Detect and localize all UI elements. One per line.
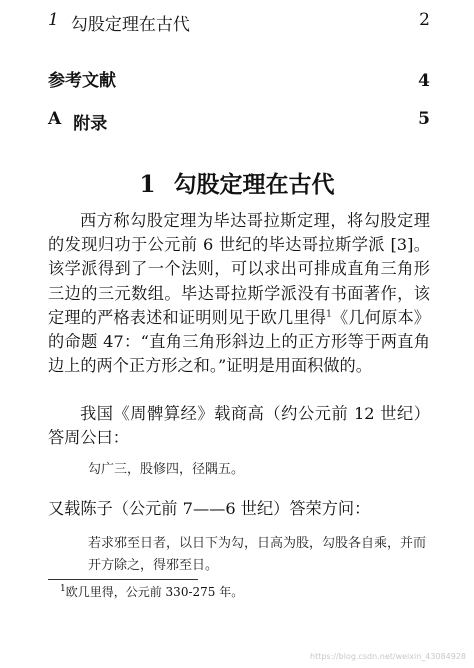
paragraph-text: 西方称勾股定理为毕达哥拉斯定理，将勾股定理的发现归功于公元前 6 世纪的毕达哥拉斯学派 [3]。该学派得到了一个法则，可以求出可排成直角三角形三边的三元数组。毕达哥拉斯学派没有书面著作，该定理的严格表述和证明则见于欧几里得 <box>48 211 430 327</box>
toc-entry-page: 2 <box>419 10 430 30</box>
toc-entry-references[interactable] <box>48 66 430 90</box>
footnote-marker[interactable]: 1 <box>326 309 332 320</box>
footnote-text: 欧几里得，公元前 330-275 年。 <box>65 585 244 599</box>
paragraph-zhoubi: 我国《周髀算经》载商高（约公元前 12 世纪）答周公曰： <box>48 404 430 448</box>
paragraph-chenzi: 又载陈子（公元前 7——6 世纪）答荣方问： <box>48 499 371 518</box>
toc-entry-number: 1 <box>48 10 59 30</box>
toc-entry-title: 勾股定理在古代 <box>70 15 190 35</box>
toc-entry-page: 5 <box>418 109 430 129</box>
watermark-url: https://blog.csdn.net/weixin_43084928 <box>310 652 467 661</box>
toc-entry-title: 参考文献 <box>48 71 116 91</box>
section-number: 1 <box>139 171 156 198</box>
footnote-divider <box>48 579 198 580</box>
footnote-number: 1 <box>60 584 66 594</box>
paragraph-pythagoras-west <box>48 209 430 378</box>
paragraph-text: 《几何原本》的命题 47：“直角三角形斜边上的正方形等于两直角边上的两个正方形之和。”证明是用面积做的。 <box>48 307 430 376</box>
toc-entry-page: 4 <box>418 71 430 91</box>
toc-entry-title: 附录 <box>73 114 108 134</box>
section-heading <box>0 166 474 199</box>
footnote <box>60 584 243 600</box>
quote-chenzi: 若求邪至日者，以日下为勾，日高为股，勾股各自乘，并而开方除之，得邪至日。 <box>88 536 427 573</box>
toc-entry-number: A <box>48 109 62 129</box>
section-title-text: 勾股定理在古代 <box>173 171 335 198</box>
toc-entry-section-1[interactable] <box>48 10 430 34</box>
toc-entry-appendix[interactable] <box>48 109 430 133</box>
quote-shanggao: 勾广三，股修四，径隅五。 <box>88 462 245 477</box>
